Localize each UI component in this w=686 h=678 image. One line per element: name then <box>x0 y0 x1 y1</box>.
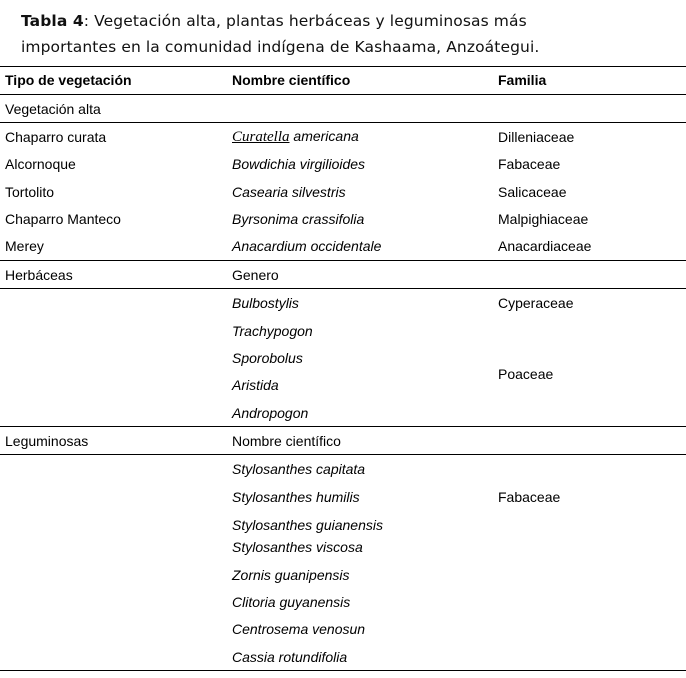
table-caption <box>21 8 661 60</box>
name-cell: Bulbostylis <box>232 295 299 311</box>
genus-text: Curatella <box>232 129 290 145</box>
section-subheader-nombre: Nombre científico <box>232 433 341 449</box>
name-cell: Anacardium occidentale <box>232 238 382 254</box>
caption-text-2: importantes en la comunidad indígena de Kashaama, Anzoátegui. <box>21 38 540 56</box>
familia-cell: Dilleniaceae <box>498 129 575 145</box>
name-cell: Cassia rotundifolia <box>232 649 348 665</box>
familia-cell: Anacardiaceae <box>498 238 592 254</box>
section-rule <box>0 454 686 455</box>
familia-cell: Malpighiaceae <box>498 211 589 227</box>
name-cell: Bowdichia virgilioides <box>232 156 366 172</box>
section-title-leguminosas: Leguminosas <box>5 433 89 449</box>
caption-line-1 <box>21 8 661 34</box>
name-cell: Stylosanthes viscosa <box>232 539 363 555</box>
name-cell: Sporobolus <box>232 350 303 366</box>
name-cell: Stylosanthes humilis <box>232 489 360 505</box>
tipo-cell: Tortolito <box>5 184 55 200</box>
species-text: americana <box>293 128 359 144</box>
section-rule <box>0 288 686 289</box>
tipo-cell: Chaparro Manteco <box>5 211 121 227</box>
tipo-cell: Merey <box>5 238 44 254</box>
name-cell: Andropogon <box>232 405 309 421</box>
name-cell: Byrsonima crassifolia <box>232 211 365 227</box>
name-cell: Centrosema venosun <box>232 621 366 637</box>
table-bottom-rule <box>0 670 686 671</box>
section-title-herbaceas: Herbáceas <box>5 267 73 283</box>
name-cell: Casearia silvestris <box>232 184 346 200</box>
caption-label: Tabla 4 <box>21 12 84 30</box>
name-cell <box>232 126 359 147</box>
header-rule <box>0 94 686 95</box>
familia-cell: Cyperaceae <box>498 295 574 311</box>
tipo-cell: Chaparro curata <box>5 129 107 145</box>
header-nombre: Nombre científico <box>232 72 351 88</box>
name-cell: Stylosanthes capitata <box>232 461 366 477</box>
table-top-rule <box>0 66 686 67</box>
section-rule <box>0 426 686 427</box>
familia-cell: Salicaceae <box>498 184 567 200</box>
name-cell: Aristida <box>232 377 279 393</box>
tipo-cell: Alcornoque <box>5 156 76 172</box>
name-cell: Clitoria guyanensis <box>232 594 351 610</box>
section-rule <box>0 260 686 261</box>
header-tipo: Tipo de vegetación <box>5 72 132 88</box>
name-cell: Zornis guanipensis <box>232 567 350 583</box>
familia-cell: Poaceae <box>498 366 554 382</box>
section-subheader-genero: Genero <box>232 267 279 283</box>
name-cell: Stylosanthes guianensis <box>232 517 383 533</box>
caption-text-1: : Vegetación alta, plantas herbáceas y leguminosas más <box>83 12 527 30</box>
section-title-vegetacion-alta: Vegetación alta <box>5 101 101 117</box>
familia-cell: Fabaceae <box>498 156 561 172</box>
section-rule <box>0 122 686 123</box>
familia-cell: Fabaceae <box>498 489 561 505</box>
header-familia: Familia <box>498 72 547 88</box>
name-cell: Trachypogon <box>232 323 313 339</box>
